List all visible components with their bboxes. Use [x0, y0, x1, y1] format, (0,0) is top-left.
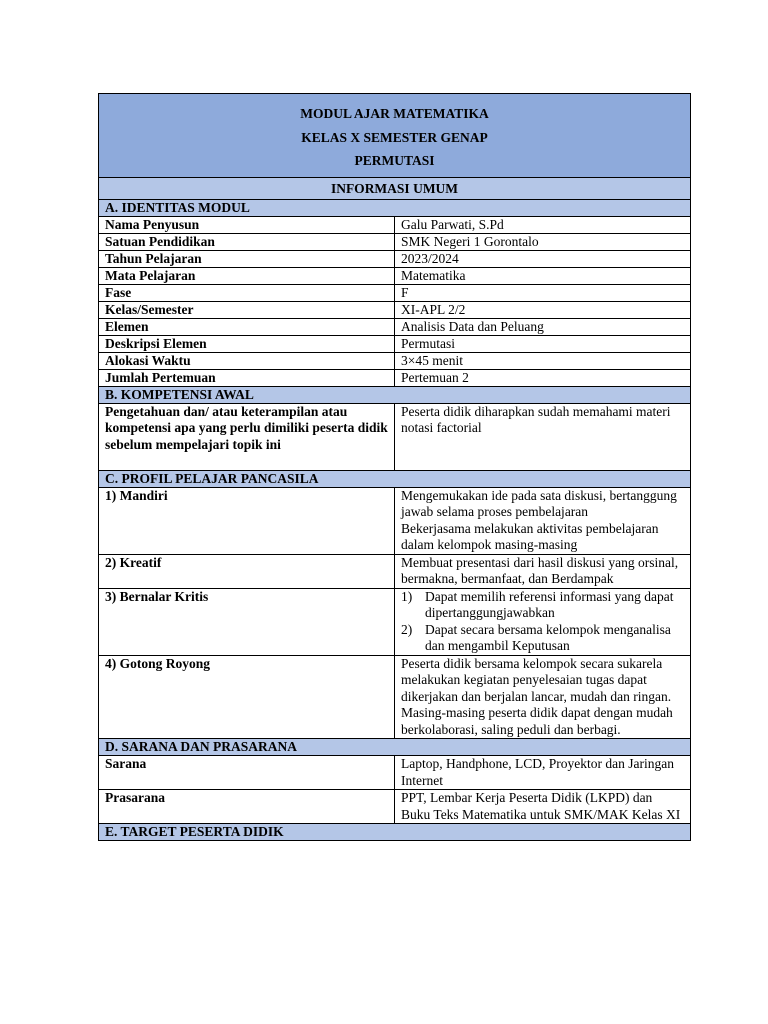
module-table [98, 93, 691, 841]
row-value: Pertemuan 2 [395, 369, 691, 386]
row-label: Fase [99, 284, 395, 301]
module-document [98, 93, 691, 841]
row-value: 3×45 menit [395, 352, 691, 369]
table-row [99, 403, 691, 470]
sarana-value: Laptop, Handphone, LCD, Proyektor dan Jaringan Internet [395, 756, 691, 790]
table-row [99, 233, 691, 250]
profile-kreatif-label: 2) Kreatif [99, 554, 395, 588]
profile-gotong-value: Peserta didik bersama kelompok secara sukarela melakukan kegiatan penyelesaian tugas dapat dikerjakan dan berjalan lancar, mudah dan ringan. Masing-masing peserta didik dapat dengan mudah berkolaborasi, saling peduli dan berbagi. [395, 655, 691, 739]
row-value: 2023/2024 [395, 250, 691, 267]
sarana-label: Sarana [99, 756, 395, 790]
row-label: Tahun Pelajaran [99, 250, 395, 267]
row-label: Deskripsi Elemen [99, 335, 395, 352]
module-topic: PERMUTASI [354, 153, 435, 168]
row-value: F [395, 284, 691, 301]
mandiri-text-1: Mengemukakan ide pada sata diskusi, bertanggung jawab selama proses pembelajaran [401, 487, 677, 519]
row-label: Elemen [99, 318, 395, 335]
list-text: Dapat memilih referensi informasi yang dapat dipertanggungjawabkan [425, 588, 674, 620]
row-value: XI-APL 2/2 [395, 301, 691, 318]
info-title: INFORMASI UMUM [99, 177, 691, 199]
profile-mandiri-label: 1) Mandiri [99, 487, 395, 554]
module-title-cell [99, 94, 691, 178]
table-row [99, 756, 691, 790]
profile-mandiri-value [395, 487, 691, 554]
competency-label: Pengetahuan dan/ atau keterampilan atau kompetensi apa yang perlu dimiliki peserta didik sebelum mempelajari topik ini [99, 403, 395, 470]
table-row [99, 216, 691, 233]
section-c-title: C. PROFIL PELAJAR PANCASILA [99, 470, 691, 487]
section-b-title: B. KOMPETENSI AWAL [99, 386, 691, 403]
row-label: Nama Penyusun [99, 216, 395, 233]
mandiri-text-2: Bekerjasama melakukan aktivitas pembelajaran dalam kelompok masing-masing [401, 520, 659, 552]
section-d-title: D. SARANA DAN PRASARANA [99, 739, 691, 756]
table-row [99, 369, 691, 386]
section-a-title: A. IDENTITAS MODUL [99, 199, 691, 216]
table-row [99, 655, 691, 739]
module-title: MODUL AJAR MATEMATIKA [300, 106, 489, 121]
profile-gotong-label: 4) Gotong Royong [99, 655, 395, 739]
prasarana-label: Prasarana [99, 790, 395, 824]
table-row [99, 301, 691, 318]
table-row [99, 284, 691, 301]
table-row [99, 352, 691, 369]
table-row [99, 318, 691, 335]
table-row [99, 267, 691, 284]
table-row [99, 554, 691, 588]
profile-kreatif-value: Membuat presentasi dari hasil diskusi yang orsinal, bermakna, bermanfaat, dan Berdampak [395, 554, 691, 588]
row-label: Alokasi Waktu [99, 352, 395, 369]
row-value: SMK Negeri 1 Gorontalo [395, 233, 691, 250]
row-value: Matematika [395, 267, 691, 284]
competency-value: Peserta didik diharapkan sudah memahami materi notasi factorial [395, 403, 691, 470]
row-label: Mata Pelajaran [99, 267, 395, 284]
row-value: Permutasi [395, 335, 691, 352]
table-row [99, 487, 691, 554]
list-number: 1) [401, 588, 413, 604]
row-label: Satuan Pendidikan [99, 233, 395, 250]
list-item [401, 622, 684, 655]
prasarana-value: PPT, Lembar Kerja Peserta Didik (LKPD) dan Buku Teks Matematika untuk SMK/MAK Kelas XI [395, 790, 691, 824]
list-number: 2) [401, 621, 413, 637]
bernalar-list [401, 589, 684, 655]
list-item [401, 589, 684, 622]
module-class: KELAS X SEMESTER GENAP [301, 129, 488, 145]
row-value: Analisis Data dan Peluang [395, 318, 691, 335]
row-label: Kelas/Semester [99, 301, 395, 318]
table-row [99, 588, 691, 655]
row-value: Galu Parwati, S.Pd [395, 216, 691, 233]
profile-bernalar-label: 3) Bernalar Kritis [99, 588, 395, 655]
list-text: Dapat secara bersama kelompok menganalisa dan mengambil Keputusan [425, 621, 671, 653]
table-row [99, 250, 691, 267]
row-label: Jumlah Pertemuan [99, 369, 395, 386]
table-row [99, 335, 691, 352]
profile-bernalar-value [395, 588, 691, 655]
table-row [99, 790, 691, 824]
section-e-title: E. TARGET PESERTA DIDIK [99, 824, 691, 841]
